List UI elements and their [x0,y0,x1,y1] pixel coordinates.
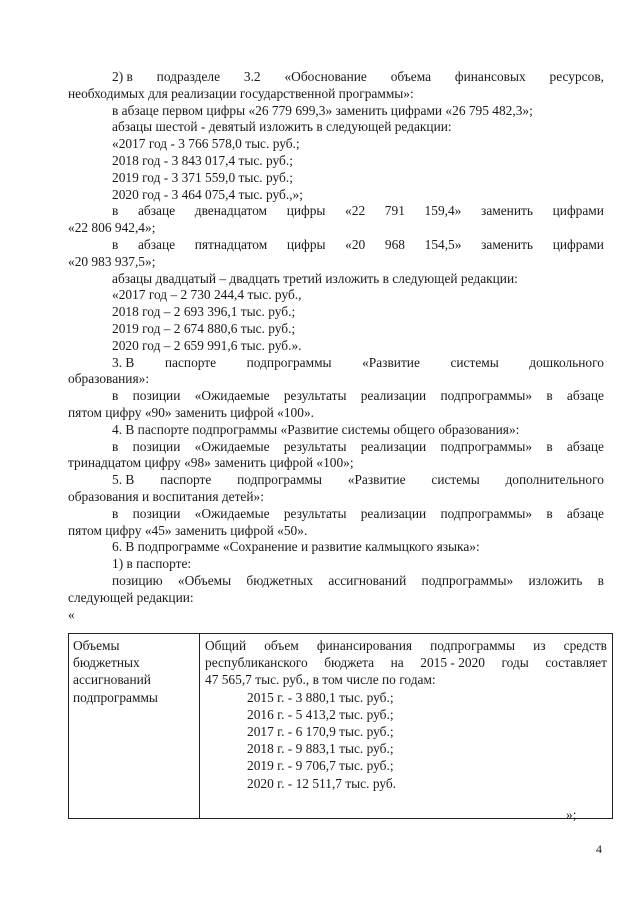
word: составляет [545,655,607,671]
word: «Обоснование [284,69,367,84]
word: реализации [360,388,427,404]
word: ассигнований [328,573,407,588]
word: изложить [528,573,583,588]
text-line [112,354,604,371]
word: абзаце [566,438,604,454]
table-value-line: 47 565,7 тыс. руб., в том числе по годам: [205,672,436,688]
text-line: следующей редакции: [68,589,194,605]
word: в [546,438,553,454]
text-line [112,572,604,589]
word: двенадцатом [194,203,268,219]
word: бюджетных [246,573,314,588]
table-value-line: 2018 г. - 9 883,1 тыс. руб.; [247,741,394,757]
text-line: « [68,606,75,622]
text-line: необходимых для реализации государственной программы»: [68,85,414,101]
word: абзаце [566,505,604,521]
word: подпрограммы [246,354,332,370]
table-value-line: 2019 г. - 9 706,7 тыс. руб.; [247,758,394,774]
text-line: 2018 год - 3 843 017,4 тыс. руб.; [112,153,293,168]
word: «Ожидаемые [194,388,270,404]
text-line: 1) в паспорте: [112,556,192,572]
word: ресурсов, [549,69,604,84]
text-line: пятом цифру «45» заменить цифрой «50». [68,522,308,538]
word: позиции [132,388,181,404]
text-line: «2017 год - 3 766 578,0 тыс. руб.; [112,136,300,152]
text-line: 2020 год – 2 659 991,6 тыс. руб.». [112,337,302,353]
word: 5. В [112,472,135,488]
table-label-line: бюджетных [73,655,140,671]
text-line: 2018 год – 2 693 396,1 тыс. руб.; [112,304,296,320]
text-line: 2020 год - 3 464 075,4 тыс. руб.,»; [112,186,303,202]
table-value-line: 2017 г. - 6 170,9 тыс. руб.; [247,724,394,739]
closing-quote: »; [566,807,577,822]
word: в [112,237,119,252]
word: республиканского [205,655,308,671]
text-line: абзацы шестой - девятый изложить в следующей редакции: [112,119,452,135]
word: паспорте [160,472,212,488]
word: подпрограммы» [440,388,533,404]
word: «Ожидаемые [194,438,270,454]
word: результаты [283,438,347,454]
word: позиции [132,438,181,454]
word: «Развитие [347,472,406,488]
word: «Развитие [362,354,420,370]
word: дошкольного [529,354,604,370]
word: в [112,388,119,404]
word: 3. В [112,354,135,370]
word: подпрограммы [430,638,516,653]
word: финансирования [316,638,413,653]
word: «20 [345,237,366,252]
word: 2) в [112,69,133,84]
word: цифры [286,203,326,219]
word: подразделе [156,69,221,84]
word: реализации [360,505,427,521]
word: финансовых [454,69,526,84]
table-value-line: 2020 г. - 12 511,7 тыс. руб. [247,775,397,791]
word: подпрограммы» [440,438,533,454]
text-line: «22 806 942,4»; [68,220,156,236]
word: 154,5» [424,237,462,252]
word: подпрограммы [237,472,323,488]
page-number: 4 [596,842,602,856]
table-label-line: Объемы [73,638,120,653]
word: результаты [283,505,347,521]
text-line: пятом цифру «90» заменить цифрой «100». [68,405,314,420]
word: 159,4» [424,203,462,219]
word: «22 [345,203,366,219]
word: объема [390,69,432,84]
word: заменить [481,203,533,219]
word: в [546,388,553,404]
word: на [390,655,404,671]
table-value-line: 2016 г. - 5 413,2 тыс. руб.; [247,706,394,722]
word: в [112,438,119,454]
text-line: 2019 год - 3 371 559,0 тыс. руб.; [112,169,293,185]
word: годы [501,655,529,671]
word: цифрами [552,237,604,252]
text-line [112,68,604,85]
text-line: 6. В подпрограмме «Сохранение и развитие калмыцкого языка»: [112,539,480,555]
word: 3.2 [243,69,261,84]
word: позиции [132,505,181,521]
word: цифрами [552,203,604,219]
word: 968 [384,237,405,252]
text-line [112,202,604,219]
word: пятнадцатом [194,237,268,252]
text-line [112,236,604,253]
text-line [112,387,604,404]
word: абзаце [137,203,176,219]
table-label-line: подпрограммы [73,689,158,705]
word: в [597,573,604,588]
text-line: в абзаце первом цифры «26 779 699,3» заменить цифрами «26 795 482,3»; [112,102,533,118]
table-label-line: ассигнований [73,672,151,688]
word: из [533,638,546,653]
word: системы [450,354,499,370]
word: дополнительного [505,472,604,488]
text-line: 2019 год – 2 674 880,6 тыс. руб.; [112,321,296,336]
text-line [112,471,604,488]
table-value-line: 2015 г. - 3 880,1 тыс. руб.; [247,689,394,705]
word: подпрограммы» [440,505,533,521]
word: бюджета [324,655,375,671]
word: подпрограммы» [421,573,514,588]
text-line: абзацы двадцатый – двадцать третий изложить в следующей редакции: [112,270,518,286]
word: результаты [283,388,347,404]
word: объем [264,638,299,653]
table-value-line [205,654,607,671]
text-line: образования»: [68,371,150,387]
word: «Объемы [177,573,232,588]
text-line: «20 983 937,5»; [68,253,156,269]
word: абзаце [137,237,176,252]
word: заменить [481,237,534,252]
word: «Ожидаемые [194,505,270,521]
word: 791 [384,203,405,219]
word: реализации [360,438,427,454]
table-divider [199,634,200,818]
word: паспорте [164,354,217,370]
word: Общий [205,638,247,653]
word: системы [431,472,480,488]
word: цифры [286,237,326,252]
word: позицию [112,573,163,588]
text-line [112,505,604,522]
word: в [112,505,119,521]
word: в [546,505,553,521]
budget-table [68,633,613,819]
text-line: 4. В паспорте подпрограммы «Развитие системы общего образования»: [112,421,520,437]
word: 2015 - 2020 [420,655,485,671]
text-line: образования и воспитания детей»: [68,489,264,504]
text-line: тринадцатом цифру «98» заменить цифрой «100»; [68,455,354,471]
text-line: «2017 год – 2 730 244,4 тыс. руб., [112,287,302,303]
word: абзаце [566,388,604,404]
word: в [112,203,119,219]
word: средств [563,638,607,653]
table-value-line [205,637,607,654]
text-line [112,438,604,455]
